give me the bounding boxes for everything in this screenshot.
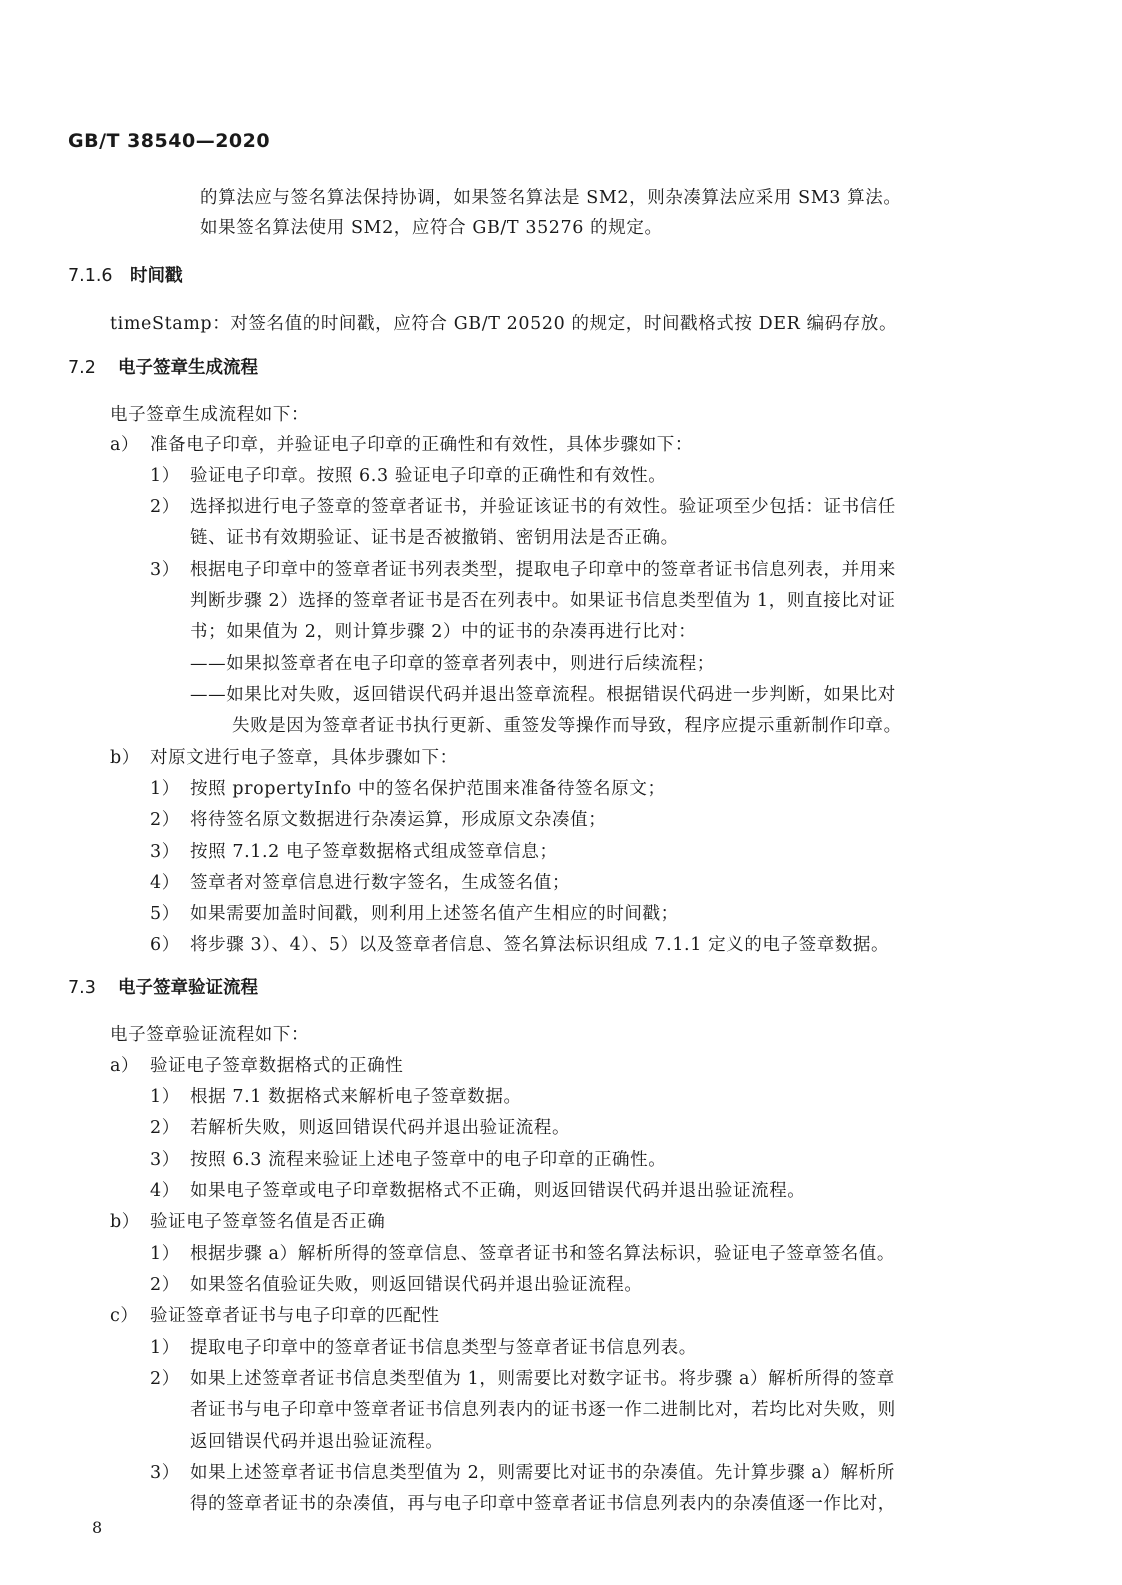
list-item-text: 准备电子印章，并验证电子印章的正确性和有效性，具体步骤如下： [150,435,693,455]
list-item-continuation: 判断步骤 2）选择的签章者证书是否在列表中。如果证书信息类型值为 1，则直接比对证 [190,591,896,611]
list-item-text: 选择拟进行电子签章的签章者证书，并验证该证书的有效性。验证项至少包括：证书信任 [190,497,896,517]
list-item-continuation: 得的签章者证书的杂凑值，再与电子印章中签章者证书信息列表内的杂凑值逐一作比对， [190,1494,896,1514]
list-item [150,556,896,584]
list-marker: 1） [150,1244,180,1264]
list-item [150,931,889,959]
list-item [150,1114,570,1142]
page-number: 8 [92,1518,103,1537]
list-marker: 3） [150,1463,180,1483]
dash-item: ——如果拟签章者在电子印章的签章者列表中，则进行后续流程； [190,654,715,674]
list-marker: 3） [150,842,180,862]
list-item [150,1365,895,1393]
list-item-text: 对原文进行电子签章，具体步骤如下： [150,748,458,768]
section-title: 时间戳 [130,266,183,286]
dash-item-continuation: 失败是因为签章者证书执行更新、重签发等操作而导致，程序应提示重新制作印章。 [232,716,902,736]
paragraph-line: 电子签章验证流程如下： [110,1025,310,1045]
section-heading-7-1-6 [68,262,183,290]
list-marker: 2） [150,1369,180,1389]
list-item [150,462,666,490]
list-marker: 1） [150,779,180,799]
section-number: 7.2 [68,358,96,378]
list-item [110,1052,403,1080]
list-marker: 2） [150,810,180,830]
list-marker: a） [110,1056,140,1076]
paragraph-line: 电子签章生成流程如下： [110,405,310,425]
list-item-text: 验证签章者证书与电子印章的匹配性 [150,1306,440,1326]
list-marker: b） [110,748,140,768]
list-item-text: 验证电子印章。按照 6.3 验证电子印章的正确性和有效性。 [190,466,667,486]
list-item [110,431,693,459]
list-marker: 5） [150,904,180,924]
section-heading-7-2 [68,354,258,382]
list-item-text: 按照 propertyInfo 中的签名保护范围来准备待签名原文； [190,779,666,799]
list-item-continuation: 书；如果值为 2，则计算步骤 2）中的证书的杂凑再进行比对： [190,622,697,642]
list-item [150,1271,643,1299]
section-number: 7.1.6 [68,266,113,286]
list-item [150,838,558,866]
list-marker: b） [110,1212,140,1232]
list-item-text: 提取电子印章中的签章者证书信息类型与签章者证书信息列表。 [190,1338,697,1358]
paragraph-line: 如果签名算法使用 SM2，应符合 GB/T 35276 的规定。 [200,218,663,238]
list-item [110,1208,385,1236]
list-item-text: 按照 7.1.2 电子签章数据格式组成签章信息； [190,842,558,862]
list-item-text: 验证电子签章签名值是否正确 [150,1212,386,1232]
list-item-continuation: 返回错误代码并退出验证流程。 [190,1432,444,1452]
list-marker: 3） [150,1150,180,1170]
list-item-text: 签章者对签章信息进行数字签名，生成签名值； [190,873,571,893]
list-item-text: 根据 7.1 数据格式来解析电子签章数据。 [190,1087,522,1107]
list-item-text: 若解析失败，则返回错误代码并退出验证流程。 [190,1118,571,1138]
list-item-text: 如果需要加盖时间戳，则利用上述签名值产生相应的时间戳； [190,904,679,924]
list-item [150,1083,522,1111]
list-item-text: 根据步骤 a）解析所得的签章信息、签章者证书和签名算法标识，验证电子签章签名值。 [190,1244,895,1264]
list-item [150,806,606,834]
list-item [110,744,458,772]
list-item [150,1334,697,1362]
list-marker: 2） [150,1118,180,1138]
list-item-text: 如果签名值验证失败，则返回错误代码并退出验证流程。 [190,1275,643,1295]
list-marker: 4） [150,873,180,893]
list-item [150,869,570,897]
list-item [150,1177,805,1205]
list-item-continuation: 链、证书有效期验证、证书是否被撤销、密钥用法是否正确。 [190,528,679,548]
list-marker: a） [110,435,140,455]
list-item-text: 如果上述签章者证书信息类型值为 2，则需要比对证书的杂凑值。先计算步骤 a）解析所 [190,1463,895,1483]
list-marker: 2） [150,1275,180,1295]
list-item-text: 将待签名原文数据进行杂凑运算，形成原文杂凑值； [190,810,607,830]
list-item [150,775,666,803]
list-marker: 6） [150,935,180,955]
section-title: 电子签章验证流程 [118,978,258,998]
list-item [150,900,679,928]
list-item-text: 将步骤 3）、4）、5）以及签章者信息、签名算法标识组成 7.1.1 定义的电子签章数据。 [190,935,890,955]
list-item [150,1146,666,1174]
list-marker: 1） [150,1338,180,1358]
list-marker: 1） [150,466,180,486]
section-number: 7.3 [68,978,96,998]
list-item [150,1459,895,1487]
standard-number-header: GB/T 38540—2020 [68,130,271,152]
list-item-text: 验证电子签章数据格式的正确性 [150,1056,404,1076]
list-marker: 3） [150,560,180,580]
paragraph-line: 的算法应与签名算法保持协调，如果签名算法是 SM2，则杂凑算法应采用 SM3 算法。 [200,188,902,208]
section-heading-7-3 [68,974,258,1002]
paragraph-line: timeStamp：对签名值的时间戳，应符合 GB/T 20520 的规定，时间戳格式按 DER 编码存放。 [110,314,898,334]
list-marker: 1） [150,1087,180,1107]
list-item-text: 按照 6.3 流程来验证上述电子签章中的电子印章的正确性。 [190,1150,667,1170]
list-item-continuation: 者证书与电子印章中签章者证书信息列表内的证书逐一作二进制比对，若均比对失败，则 [190,1400,896,1420]
list-item [150,493,896,521]
list-item [110,1302,440,1330]
dash-item: ——如果比对失败，返回错误代码并退出签章流程。根据错误代码进一步判断，如果比对 [190,685,896,705]
list-item-text: 如果上述签章者证书信息类型值为 1，则需要比对数字证书。将步骤 a）解析所得的签章 [190,1369,895,1389]
section-title: 电子签章生成流程 [118,358,258,378]
list-item [150,1240,895,1268]
list-marker: c） [110,1306,139,1326]
list-item-text: 如果电子签章或电子印章数据格式不正确，则返回错误代码并退出验证流程。 [190,1181,806,1201]
list-marker: 2） [150,497,180,517]
list-item-text: 根据电子印章中的签章者证书列表类型，提取电子印章中的签章者证书信息列表，并用来 [190,560,896,580]
list-marker: 4） [150,1181,180,1201]
